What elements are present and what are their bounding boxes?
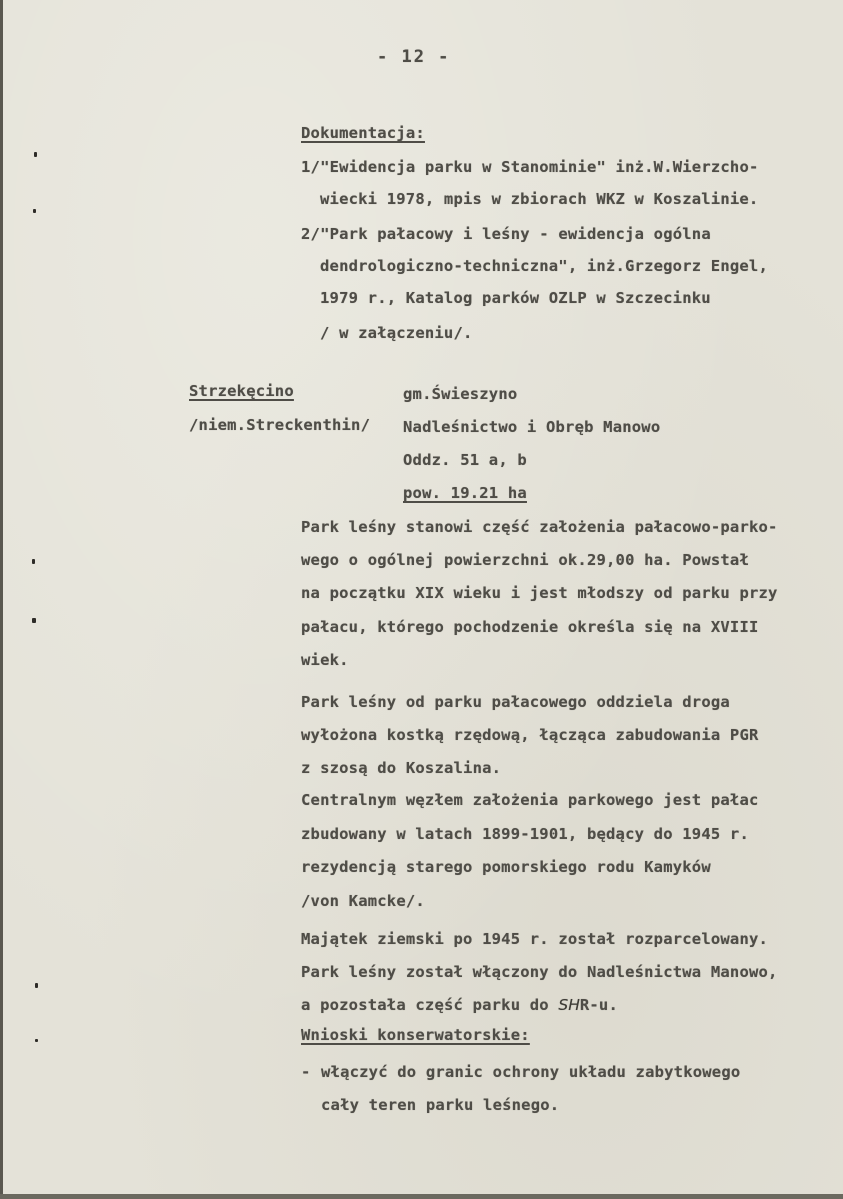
body-line: Park leśny został włączony do Nadleśnictwa Manowo, (301, 963, 778, 981)
doc-item-2-line-3: 1979 r., Katalog parków OZLP w Szczecinku (320, 289, 711, 307)
body-line: Centralnym węzłem założenia parkowego jest pałac (301, 791, 759, 809)
body-line-with-handwriting (301, 996, 618, 1014)
body-line: Park leśny od parku pałacowego oddziela droga (301, 693, 730, 711)
body-line-suffix: R-u. (579, 996, 618, 1014)
doc-item-1-line-1: 1/"Ewidencja parku w Stanominie" inż.W.Wierzcho- (301, 158, 759, 176)
body-line: zbudowany w latach 1899-1901, będący do 1945 r. (301, 825, 749, 843)
scan-bottom-edge (0, 1194, 843, 1199)
margin-mark (35, 983, 38, 988)
body-line: wyłożona kostką rzędową, łącząca zabudowania PGR (301, 726, 759, 744)
handwritten-insert: SH (558, 996, 580, 1014)
margin-mark (34, 152, 37, 157)
conservation-heading: Wnioski konserwatorskie: (301, 1026, 530, 1044)
forest-division: Oddz. 51 a, b (403, 451, 527, 469)
doc-item-2-line-1: 2/"Park pałacowy i leśny - ewidencja ogólna (301, 225, 711, 243)
body-line: pałacu, którego pochodzenie określa się na XVIII (301, 618, 759, 636)
doc-item-2-line-4: / w załączeniu/. (320, 324, 473, 342)
page-number: - 12 - (377, 47, 451, 67)
commune: gm.Świeszyno (403, 385, 518, 403)
forest-district: Nadleśnictwo i Obręb Manowo (403, 418, 661, 436)
conservation-line: cały teren parku leśnego. (321, 1096, 560, 1114)
margin-mark (32, 618, 36, 623)
documentation-heading: Dokumentacja: (301, 124, 425, 142)
body-line: wego o ogólnej powierzchni ok.29,00 ha. Powstał (301, 551, 749, 569)
margin-mark (32, 559, 35, 564)
doc-item-1-line-2: wiecki 1978, mpis w zbiorach WKZ w Koszalinie. (320, 190, 759, 208)
body-line: Majątek ziemski po 1945 r. został rozparcelowany. (301, 930, 769, 948)
conservation-bullet: - (301, 1063, 311, 1081)
conservation-line: włączyć do granic ochrony układu zabytkowego (321, 1063, 741, 1081)
margin-mark (33, 209, 36, 213)
body-line: /von Kamcke/. (301, 892, 425, 910)
doc-item-2-line-2: dendrologiczno-techniczna", inż.Grzegorz Engel, (320, 257, 768, 275)
place-name: Strzekęcino (189, 382, 294, 400)
area: pow. 19.21 ha (403, 484, 527, 502)
body-line: wiek. (301, 651, 349, 669)
body-line: na początku XIX wieku i jest młodszy od parku przy (301, 584, 778, 602)
margin-mark (35, 1039, 38, 1042)
body-line-prefix: a pozostała część parku do (301, 996, 559, 1014)
body-line: Park leśny stanowi część założenia pałacowo-parko- (301, 518, 778, 536)
german-name: /niem.Streckenthin/ (189, 416, 371, 434)
body-line: rezydencją starego pomorskiego rodu Kamyków (301, 858, 711, 876)
body-line: z szosą do Koszalina. (301, 759, 502, 777)
document-page (3, 0, 843, 1194)
